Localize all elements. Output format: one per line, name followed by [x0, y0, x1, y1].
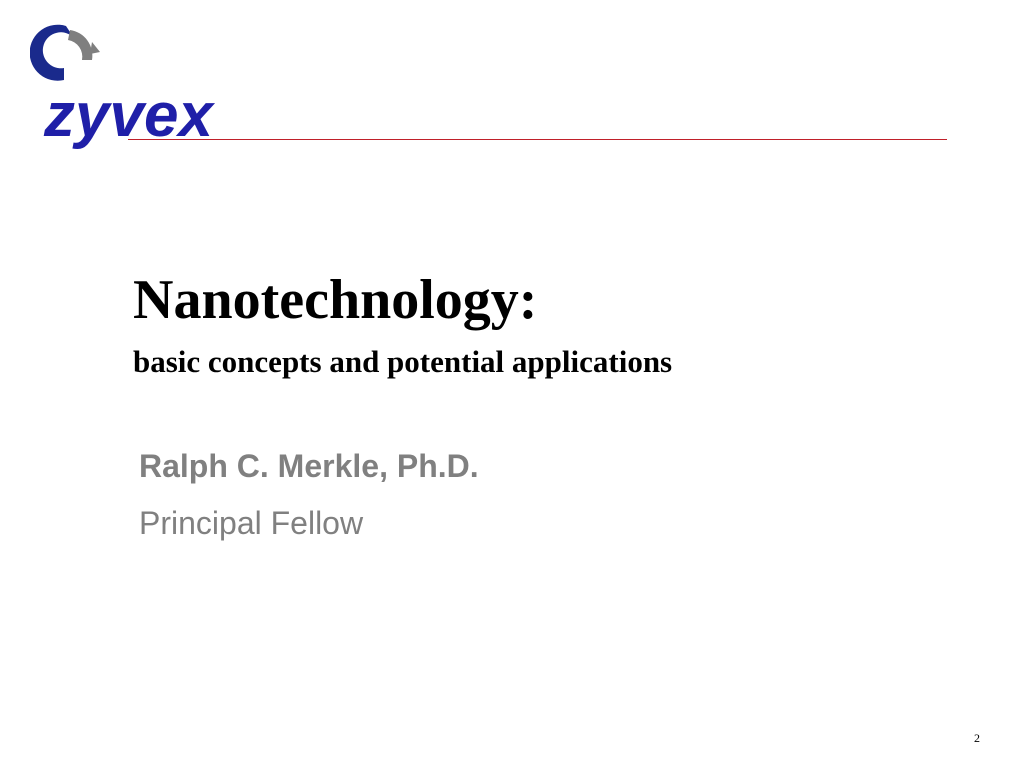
header-divider	[128, 139, 947, 140]
zyvex-logo	[30, 20, 290, 150]
presenter-role: Principal Fellow	[139, 505, 364, 541]
page-number: 2	[974, 731, 980, 745]
zyvex-logo-graphic	[30, 20, 290, 150]
logo-wordmark: zyvex	[44, 81, 213, 150]
presenter-name: Ralph C. Merkle, Ph.D.	[139, 448, 479, 484]
slide-subtitle: basic concepts and potential applications	[133, 344, 673, 379]
logo-swirl-icon	[30, 25, 100, 81]
slide-title: Nanotechnology:	[133, 269, 538, 331]
